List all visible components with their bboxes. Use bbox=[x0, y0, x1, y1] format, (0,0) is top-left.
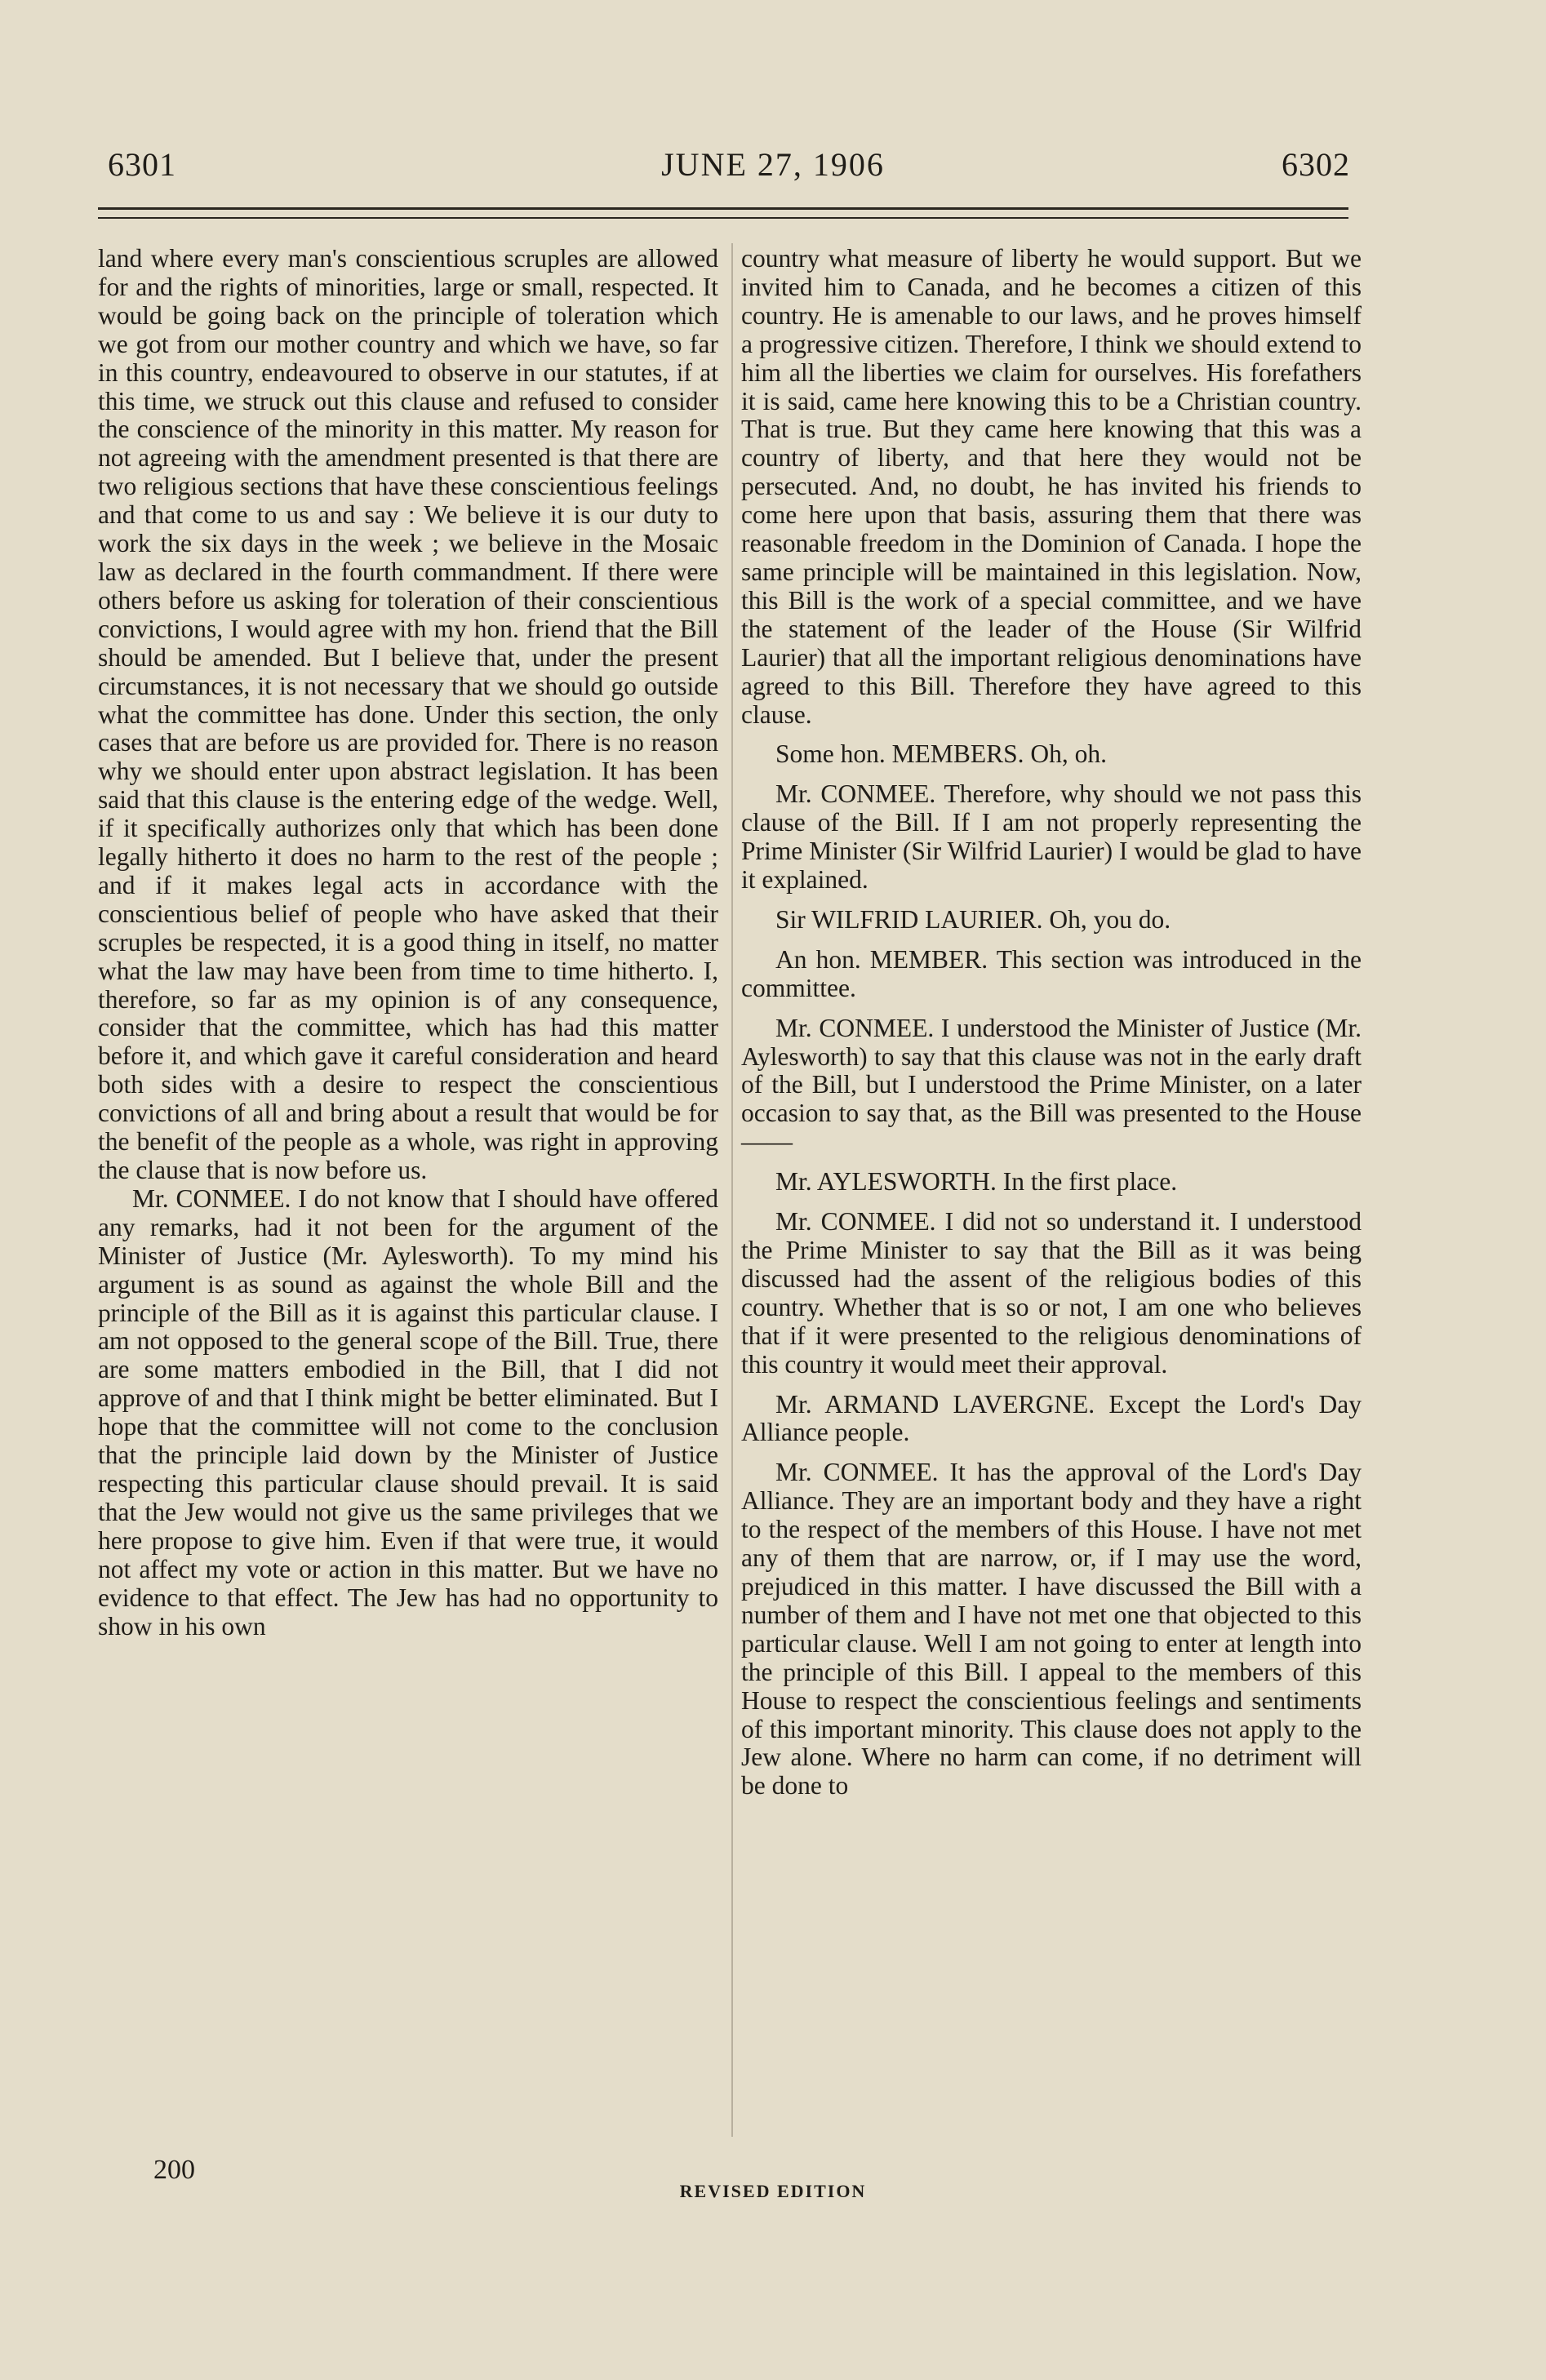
page-number-left: 6301 bbox=[108, 146, 176, 183]
paragraph: Mr. CONMEE. I did not so understand it. I understood the Prime Minister to say that the Bill as it was being discussed had the assent of the religious bodies of this country. Whether that is so or not, I am one who believes that if it were presented to the religious denominations of this country it would meet their approval. bbox=[741, 1207, 1362, 1379]
page-number-right: 6302 bbox=[1282, 146, 1350, 183]
paragraph: Mr. CONMEE. I understood the Minister of Justice (Mr. Aylesworth) to say that this clause was not in the early draft of the Bill, but I understood the Prime Minister, on a later occasion to say that, as the Bill was presented to the House—— bbox=[741, 1013, 1362, 1157]
paragraph: Mr. AYLESWORTH. In the first place. bbox=[775, 1167, 1178, 1197]
paragraph: country what measure of liberty he would support. But we invited him to Canada, and he becomes a citizen of this country. He is amenable to our laws, and he proves himself a progressive citizen. Therefore, I think we should extend to him all the liberties we claim for ourselves. His forefathers it is said, came here knowing this to be a Christian country. That is true. But they came here knowing that this was a country of liberty, and that here they would not be persecuted. And, no doubt, he has invited his friends to come here upon that basis, assuring them that there was reasonable freedom in the Dominion of Canada. I hope the same principle will be maintained in this legislation. Now, this Bill is the work of a special committee, and we have the statement of the leader of the House (Sir Wilfrid Laurier) that all the important religious denominations have agreed to this Bill. Therefore they have agreed to this clause. bbox=[741, 244, 1362, 729]
left-column bbox=[98, 245, 718, 1641]
paragraph: Mr. CONMEE. Therefore, why should we not pass this clause of the Bill. If I am not properly representing the Prime Minister (Sir Wilfrid Laurier) I would be glad to have it explained. bbox=[741, 779, 1362, 895]
signature-mark: 200 bbox=[153, 2155, 195, 2185]
paragraph: Sir WILFRID LAURIER. Oh, you do. bbox=[775, 904, 1171, 934]
edition-label: REVISED EDITION bbox=[679, 2181, 867, 2201]
paragraph: Some hon. MEMBERS. Oh, oh. bbox=[775, 739, 1108, 769]
right-column bbox=[741, 245, 1362, 1801]
header-rule bbox=[98, 207, 1348, 210]
paragraph: Mr. ARMAND LAVERGNE. Except the Lord's Day Alliance people. bbox=[741, 1389, 1362, 1447]
paragraph: An hon. MEMBER. This section was introduced in the committee. bbox=[741, 944, 1362, 1002]
page-date: JUNE 27, 1906 bbox=[661, 146, 885, 183]
paragraph: Mr. CONMEE. It has the approval of the Lord's Day Alliance. They are an important body and they have a right to the respect of the members of this House. I have not met any of them that are narrow, or, if I may use the word, prejudiced in this matter. I have discussed the Bill with a number of them and I have not met one that objected to this particular clause. Well I am not going to enter at length into the principle of this Bill. I appeal to the members of this House to respect the conscientious feelings and sentiments of this important minority. This clause does not apply to the Jew alone. Where no harm can come, if no detriment will be done to bbox=[741, 1458, 1362, 1801]
paragraph: Mr. CONMEE. I do not know that I should have offered any remarks, had it not been for the argument of the Minister of Justice (Mr. Aylesworth). To my mind his argument is as sound as against the whole Bill and the principle of the Bill as it is against this particular clause. I am not opposed to the general scope of the Bill. True, there are some matters embodied in the Bill, that I did not approve of and that I think might be better eliminated. But I hope that the committee will not come to the conclusion that the principle laid down by the Minister of Justice respecting this particular clause should prevail. It is said that the Jew would not give us the same privileges that we here propose to give him. Even if that were true, it would not affect my vote or action in this matter. But we have no evidence to that effect. The Jew has had no opportunity to show in his own bbox=[98, 1183, 718, 1641]
paragraph: land where every man's conscientious scruples are allowed for and the rights of minorities, large or small, respected. It would be going back on the principle of toleration which we got from our mother country and which we have, so far in this country, endeavoured to observe in our statutes, if at this time, we struck out this clause and refused to consider the conscience of the minority in this matter. My reason for not agreeing with the amendment presented is that there are two religious sections that have these conscientious feelings and that come to us and say : We believe it is our duty to work the six days in the week ; we believe in the Mosaic law as declared in the fourth commandment. If there were others before us asking for toleration of their conscientious convictions, I would agree with my hon. friend that the Bill should be amended. But I believe that, under the present circumstances, it is not necessary that we should go outside what the committee has done. Under this section, the only cases that are before us are provided for. There is no reason why we should enter upon abstract legislation. It has been said that this clause is the entering edge of the wedge. Well, if it specifically authorizes only that which has been done legally hitherto it does no harm to the rest of the people ; and if it makes legal acts in accordance with the conscientious belief of people who have asked that their scruples be respected, it is a good thing in itself, no matter what the law may have been from time to time hitherto. I, therefore, so far as my opinion is of any consequence, consider that the committee, which has had this matter before it, and which gave it careful consideration and heard both sides with a desire to respect the conscientious convictions of all and bring about a result that would be for the benefit of the people as a whole, was right in approving the clause that is now before us. bbox=[98, 244, 718, 1184]
header-rule-thin bbox=[98, 217, 1348, 219]
column-divider bbox=[731, 243, 733, 2137]
